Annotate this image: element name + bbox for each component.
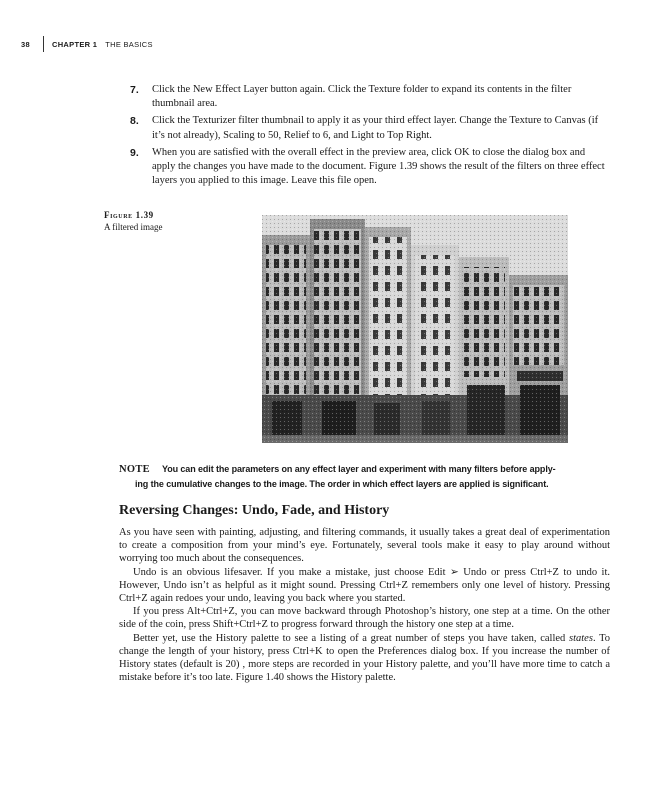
filtered-building-image xyxy=(262,215,568,443)
header-divider xyxy=(43,36,44,52)
chapter-label: CHAPTER 1 xyxy=(52,39,98,49)
step-list xyxy=(130,83,610,191)
step-text: Click the Texturizer filter thumbnail to apply it as your third effect layer. Change the Texture to Canvas (if it’s not already), Scaling to 50, Relief to 6, and Light to Top Right. xyxy=(152,115,599,141)
chapter-title: THE BASICS xyxy=(105,39,153,49)
paragraph-part: Better yet, use the History palette to see a listing of a great number of steps you have taken, called xyxy=(133,632,570,644)
figure-label: Figure 1.39 xyxy=(104,210,154,220)
note-box xyxy=(119,462,599,491)
note-line-2: ing the cumulative changes to the image. The order in which effect layers are applied is significant. xyxy=(135,479,549,489)
running-head xyxy=(21,36,153,52)
step-number: 7. xyxy=(130,84,139,96)
paragraph xyxy=(119,632,610,685)
figure-description: A filtered image xyxy=(104,222,163,232)
step-number: 9. xyxy=(130,146,139,159)
step-number: 8. xyxy=(130,115,139,128)
step-item xyxy=(130,83,610,111)
section-heading: Reversing Changes: Undo, Fade, and History xyxy=(119,503,390,518)
term-states: states xyxy=(569,632,593,644)
paragraph-part: . To change the length of your history, press Ctrl+K to open the Preferences dialog box. If you increase the number of History states (default is 20) , more steps are recorded in your History palette, and you’ll have more time to catch a mistake before it’s too late. Figure 1.40 shows the History palette. xyxy=(119,632,610,684)
page-number: 38 xyxy=(21,39,30,49)
step-item xyxy=(130,146,610,189)
note-line-1: You can edit the parameters on any effect layer and experiment with many filters before apply- xyxy=(161,464,556,474)
paragraph: As you have seen with painting, adjusting, and filtering commands, it usually takes a great deal of experimentation to create a composition from your mind’s eye. Fortunately, several tools make it easy to play around without worrying too much about the consequences. xyxy=(119,527,610,565)
paragraph: Undo is an obvious lifesaver. If you make a mistake, just choose Edit ➢ Undo or press Ctrl+Z to undo it. However, Undo isn’t as helpful as it might sound. Pressing Ctrl+Z remembers only one level of history. Pressing Ctrl+Z again redoes your undo, leaving you back where you started. xyxy=(119,566,610,605)
note-tag: NOTE xyxy=(119,464,150,475)
figure-caption xyxy=(104,210,224,232)
step-text: When you are satisfied with the overall effect in the preview area, click OK to close the dialog box and apply the changes you have made to the document. Figure 1.39 shows the result of the filters on three effect layers you applied to this image. Leave this file open. xyxy=(152,146,605,187)
section-body xyxy=(119,526,610,684)
step-item xyxy=(130,114,610,142)
step-text: Click the New Effect Layer button again. Click the Texture folder to expand its contents in the filter thumbnail area. xyxy=(152,84,572,110)
paragraph: If you press Alt+Ctrl+Z, you can move backward through Photoshop’s history, one step at a time. On the other side of the coin, press Shift+Ctrl+Z to progress forward through the history one step at a time. xyxy=(119,606,610,631)
